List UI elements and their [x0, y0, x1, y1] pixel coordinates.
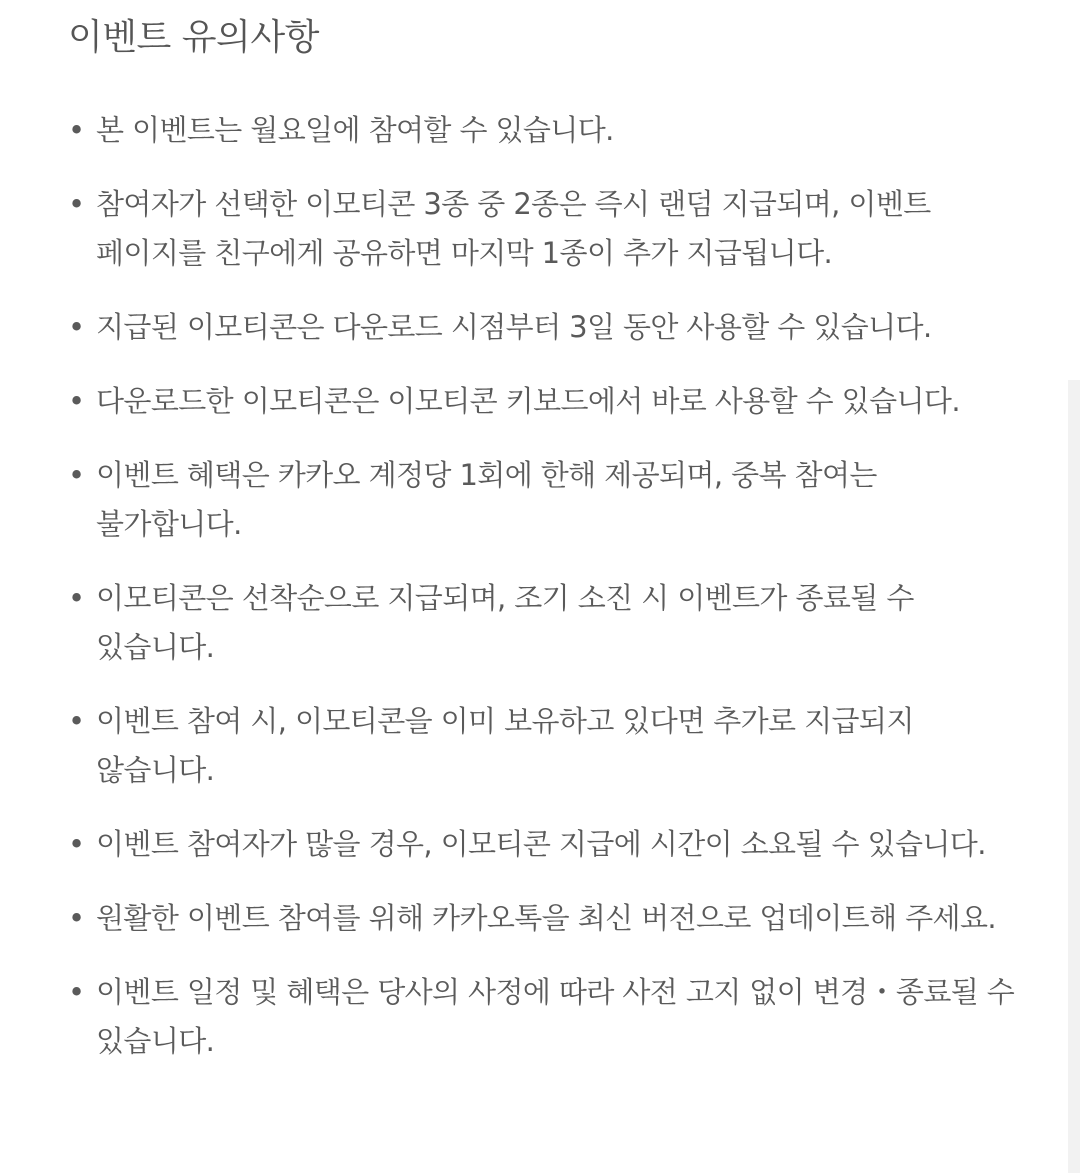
- notice-item: [68, 303, 1028, 352]
- notice-list: [68, 106, 1028, 1066]
- bullet-icon: •: [68, 310, 85, 344]
- notice-item-text: 원활한 이벤트 참여를 위해 카카오톡을 최신 버전으로 업데이트해 주세요.: [96, 901, 996, 935]
- notice-title: 이벤트 유의사항: [68, 17, 319, 58]
- notice-item-text: 참여자가 선택한 이모티콘 3종 중 2종은 즉시 랜덤 지급되며, 이벤트 페이지를 친구에게 공유하면 마지막 1종이 추가 지급됩니다.: [96, 187, 931, 270]
- bullet-icon: •: [68, 704, 85, 738]
- notice-item: [68, 820, 1028, 869]
- notice-item: [68, 451, 1028, 549]
- bullet-icon: •: [68, 113, 85, 147]
- notice-item: [68, 106, 1028, 155]
- bullet-icon: •: [68, 827, 85, 861]
- notice-item-text: 이벤트 참여자가 많을 경우, 이모티콘 지급에 시간이 소요될 수 있습니다.: [96, 827, 986, 861]
- notice-item: [68, 894, 1028, 943]
- bullet-icon: •: [68, 384, 85, 418]
- bullet-icon: •: [68, 901, 85, 935]
- event-notice-section: [68, 14, 1028, 1091]
- notice-item: [68, 574, 1028, 672]
- scrollbar-track[interactable]: [1068, 380, 1080, 1173]
- notice-item-text: 지급된 이모티콘은 다운로드 시점부터 3일 동안 사용할 수 있습니다.: [96, 310, 932, 344]
- notice-item: [68, 377, 1028, 426]
- notice-item: [68, 968, 1028, 1066]
- bullet-icon: •: [68, 975, 85, 1009]
- notice-item-text: 다운로드한 이모티콘은 이모티콘 키보드에서 바로 사용할 수 있습니다.: [96, 384, 960, 418]
- notice-item: [68, 180, 1028, 278]
- bullet-icon: •: [68, 581, 85, 615]
- notice-item-text: 이벤트 참여 시, 이모티콘을 이미 보유하고 있다면 추가로 지급되지 않습니다.: [96, 704, 914, 787]
- bullet-icon: •: [68, 458, 85, 492]
- bullet-icon: •: [68, 187, 85, 221]
- notice-item-text: 이벤트 일정 및 혜택은 당사의 사정에 따라 사전 고지 없이 변경・종료될 수 있습니다.: [96, 975, 1015, 1058]
- notice-item: [68, 697, 1028, 795]
- notice-item-text: 이벤트 혜택은 카카오 계정당 1회에 한해 제공되며, 중복 참여는 불가합니다.: [96, 458, 877, 541]
- notice-item-text: 본 이벤트는 월요일에 참여할 수 있습니다.: [96, 113, 614, 147]
- notice-item-text: 이모티콘은 선착순으로 지급되며, 조기 소진 시 이벤트가 종료될 수 있습니다.: [96, 581, 914, 664]
